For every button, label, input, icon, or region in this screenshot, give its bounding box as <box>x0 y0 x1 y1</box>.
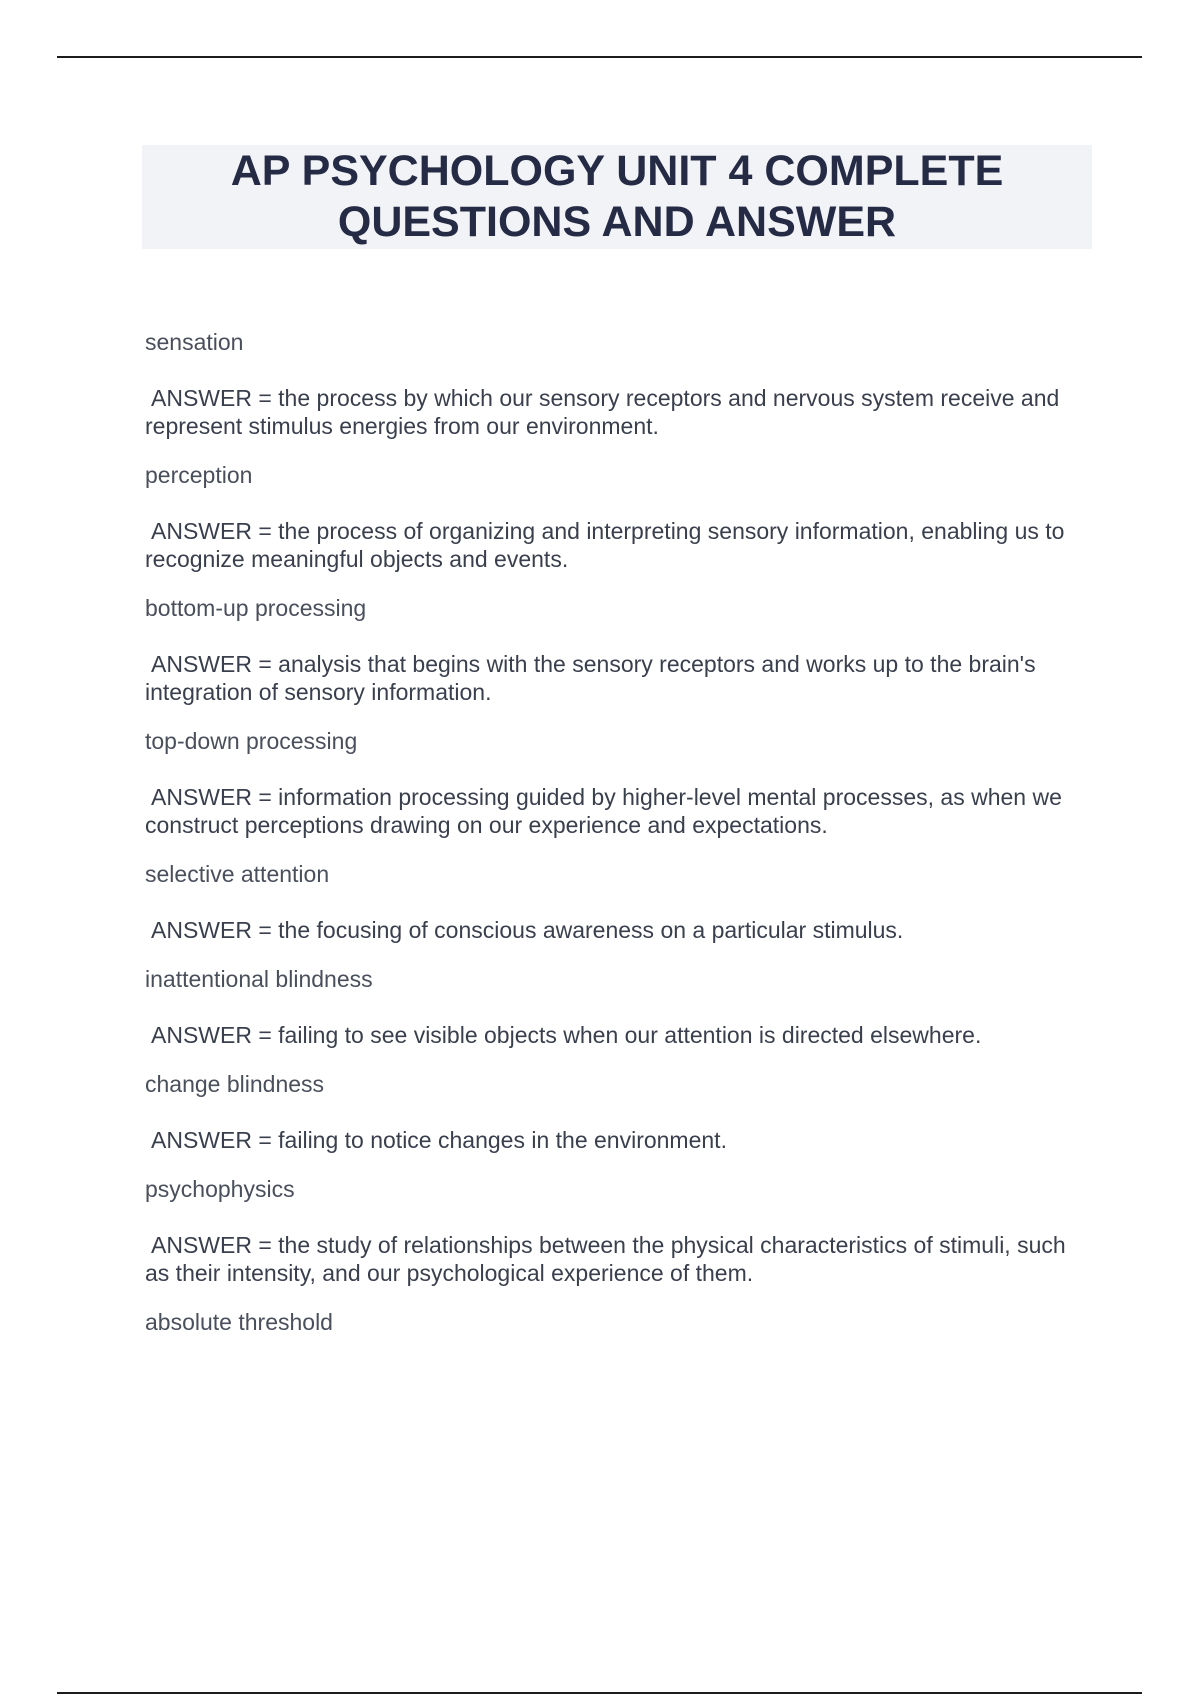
question-term: perception <box>145 462 253 488</box>
qa-item <box>145 1176 1093 1287</box>
answer-text <box>145 517 1093 573</box>
answer-prefix: ANSWER = <box>151 651 279 677</box>
answer-text <box>145 783 1093 839</box>
answer-body: information processing guided by higher-level mental processes, as when we construct perceptions drawing on our experience and expectations. <box>145 784 1062 838</box>
document-title: AP PSYCHOLOGY UNIT 4 COMPLETE QUESTIONS AND ANSWER <box>230 147 1004 246</box>
question-term: sensation <box>145 329 244 355</box>
answer-text <box>145 384 1093 440</box>
answer-prefix: ANSWER = <box>151 1022 279 1048</box>
answer-prefix: ANSWER = <box>151 1232 279 1258</box>
qa-item <box>145 1309 1093 1336</box>
answer-prefix: ANSWER = <box>151 1127 279 1153</box>
answer-body: analysis that begins with the sensory receptors and works up to the brain's integration of sensory information. <box>145 651 1036 705</box>
qa-item <box>145 462 1093 573</box>
answer-body: failing to see visible objects when our attention is directed elsewhere. <box>278 1022 982 1048</box>
qa-item <box>145 595 1093 706</box>
question-term: absolute threshold <box>145 1309 333 1335</box>
answer-text <box>145 1231 1093 1287</box>
answer-body: the process of organizing and interpreting sensory information, enabling us to recognize meaningful objects and events. <box>145 518 1065 572</box>
qa-item <box>145 1071 1093 1154</box>
answer-text <box>145 1126 1093 1154</box>
answer-body: failing to notice changes in the environment. <box>278 1127 727 1153</box>
qa-item <box>145 329 1093 440</box>
answer-prefix: ANSWER = <box>151 518 279 544</box>
answer-text <box>145 1021 1093 1049</box>
question-term: change blindness <box>145 1071 325 1097</box>
answer-prefix: ANSWER = <box>151 784 279 810</box>
answer-prefix: ANSWER = <box>151 385 279 411</box>
question-term: inattentional blindness <box>145 966 373 992</box>
answer-body: the process by which our sensory receptors and nervous system receive and represent stimulus energies from our environment. <box>145 385 1060 439</box>
question-term: selective attention <box>145 861 330 887</box>
header-rule <box>57 56 1142 58</box>
answer-body: the focusing of conscious awareness on a particular stimulus. <box>278 917 904 943</box>
qa-item <box>145 966 1093 1049</box>
answer-body: the study of relationships between the physical characteristics of stimuli, such as their intensity, and our psychological experience of them. <box>145 1232 1066 1286</box>
qa-list <box>145 329 1093 1336</box>
title-banner <box>142 145 1092 249</box>
question-term: bottom-up processing <box>145 595 367 621</box>
question-term: psychophysics <box>145 1176 295 1202</box>
answer-text <box>145 650 1093 706</box>
qa-item <box>145 728 1093 839</box>
answer-prefix: ANSWER = <box>151 917 279 943</box>
answer-text <box>145 916 1093 944</box>
qa-item <box>145 861 1093 944</box>
footer-rule <box>57 1692 1142 1694</box>
question-term: top-down processing <box>145 728 358 754</box>
